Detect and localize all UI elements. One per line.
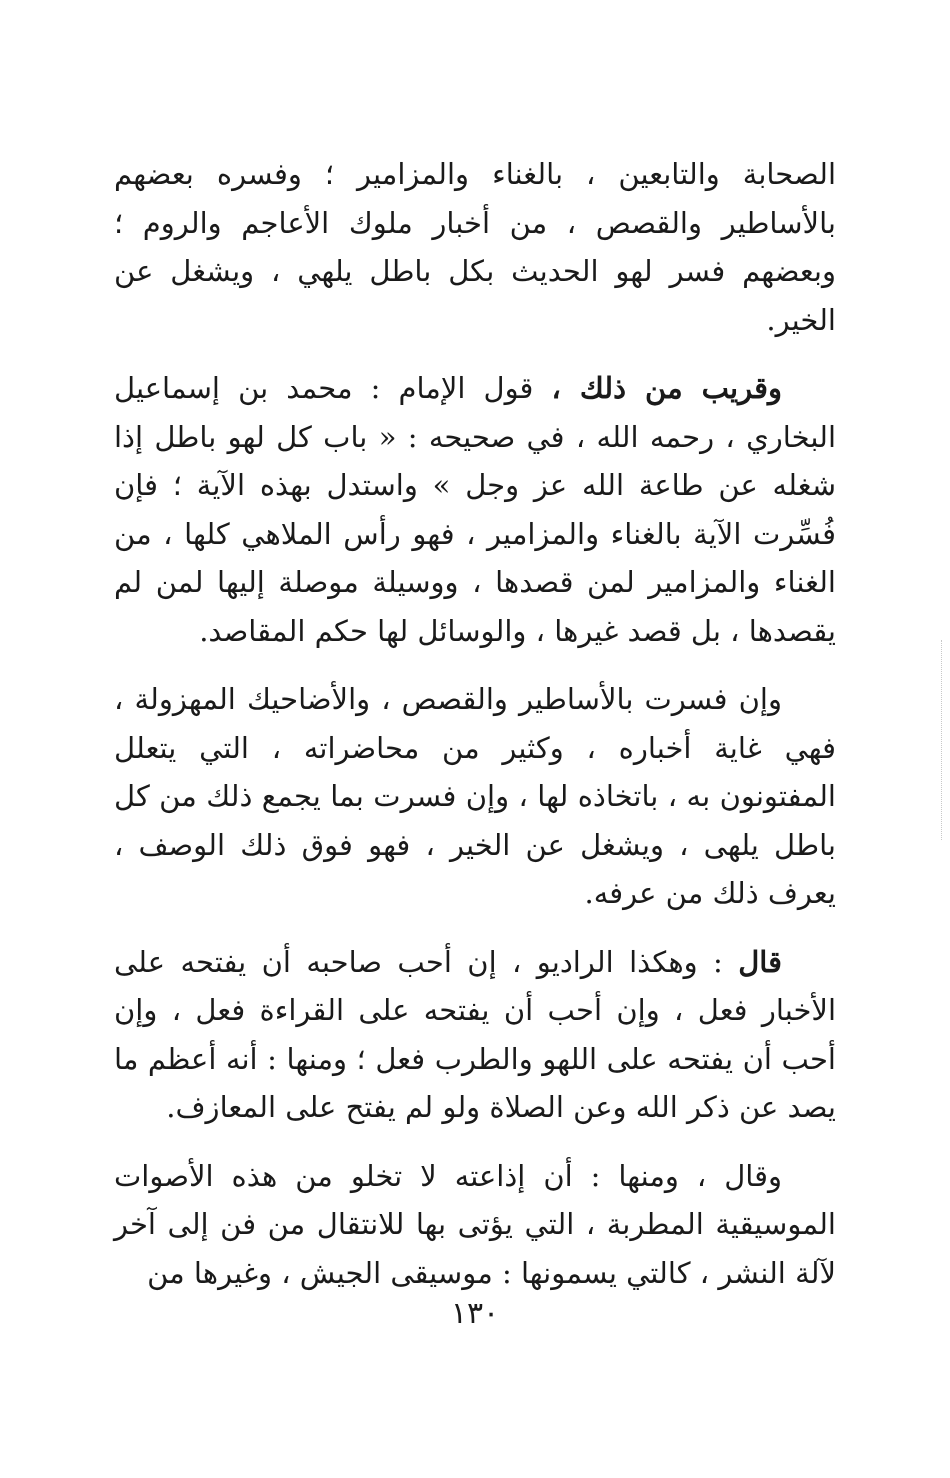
paragraph-4 (114, 938, 836, 1132)
page-body (114, 150, 836, 1317)
page-number: ١٣٠ (450, 1296, 500, 1331)
scan-edge-marks (939, 640, 942, 840)
paragraph-5-text: وقال ، ومنها : أن إذاعته لا تخلو من هذه الأصوات الموسيقية المطربة ، التي يؤتى بها للانتقال من فن إلى آخر لآلة النشر ، كالتي يسمونها : موسيقى الجيش ، وغيرها من (114, 1158, 836, 1290)
paragraph-3-text: وإن فسرت بالأساطير والقصص ، والأضاحيك المهزولة ، فهي غاية أخباره ، وكثير من محاضراته ، التي يتعلل المفتونون به ، باتخاذه لها ، وإن فسرت بما يجمع ذلك من كل باطل يلهى ، ويشغل عن الخير ، فهو فوق ذلك الوصف ، يعرف ذلك من عرفه. (114, 682, 836, 910)
paragraph-1-text: الصحابة والتابعين ، بالغناء والمزامير ؛ وفسره بعضهم بالأساطير والقصص ، من أخبار ملوك الأعاجم والروم ؛ وبعضهم فسر لهو الحديث بكل باطل يلهي ، ويشغل عن الخير. (114, 157, 836, 337)
paragraph-1 (114, 150, 836, 344)
paragraph-4-text: : وهكذا الراديو ، إن أحب صاحبه أن يفتحه على الأخبار فعل ، وإن أحب أن يفتحه على القراءة فعل ، وإن أحب أن يفتحه على اللهو والطرب فعل ؛ ومنها : أنه أعظم ما يصد عن ذكر الله وعن الصلاة ولو لم يفتح على المعازف. (114, 944, 836, 1124)
paragraph-5 (114, 1152, 836, 1298)
paragraph-2-text: قول الإمام : محمد بن إسماعيل البخاري ، رحمه الله ، في صحيحه : « باب كل لهو باطل إذا شغله عن طاعة الله عز وجل » واستدل بهذه الآية ؛ فإن فُسِّرت الآية بالغناء والمزامير ، فهو رأس الملاهي كلها ، من الغناء والمزامير لمن قصدها ، ووسيلة موصلة إليها لمن لم يقصدها ، بل قصد غيرها ، والوسائل لها حكم المقاصد. (114, 371, 836, 648)
paragraph-2-lead: وقريب من ذلك ، (551, 371, 782, 405)
paragraph-3 (114, 675, 836, 918)
paragraph-4-lead: قال (738, 944, 782, 979)
paragraph-2 (114, 364, 836, 655)
